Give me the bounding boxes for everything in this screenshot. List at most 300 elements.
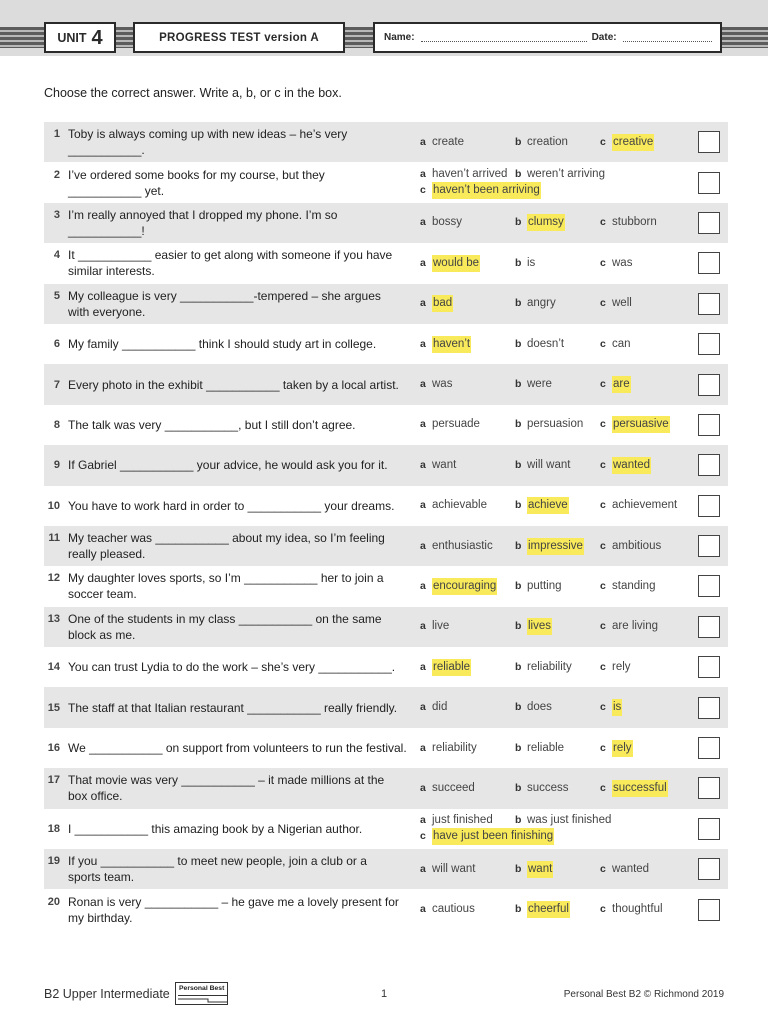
option-a [420,458,515,473]
option-text: reliability [527,660,572,673]
option-b [515,296,600,311]
question-row [44,768,728,808]
option-b [515,861,600,878]
option-b [515,579,600,594]
question-text: The talk was very ___________, but I still don’t agree. [68,417,356,432]
option-text: rely [612,660,631,673]
option-letter: a [420,256,426,269]
option-c [600,740,633,757]
question-number: 3 [53,208,60,221]
date-label: Date: [591,32,617,43]
option-a [420,167,515,182]
answer-options [420,134,695,151]
question-row [44,162,728,202]
question [44,247,418,279]
publisher-logo [175,982,228,1005]
option-a [420,255,515,272]
option-text: is [527,256,536,269]
option-a [420,700,515,715]
option-text: are [612,376,631,393]
option-letter: b [515,579,522,592]
answer-box[interactable] [698,212,720,234]
option-text: clumsy [527,214,565,231]
answer-box[interactable] [698,374,720,396]
option-letter: b [515,167,522,180]
question-text: Ronan is very ___________ – he gave me a lovely present for my birthday. [68,894,399,925]
option-letter: a [420,701,426,714]
option-a [420,862,515,877]
option-letter: a [420,741,426,754]
question [44,772,418,804]
option-text: ambitious [612,539,662,552]
option-text: wanted [612,457,651,474]
question [44,377,418,393]
option-b [515,618,600,635]
question [44,894,418,926]
question-text: My teacher was ___________ about my idea, so I’m feeling really pleased. [68,531,385,562]
option-letter: a [420,378,426,391]
answer-box[interactable] [698,495,720,517]
question [44,207,418,239]
option-text: is [612,699,622,716]
test-title-box [133,22,345,53]
option-text: was [612,256,633,269]
option-text: would be [432,255,480,272]
question-text: My colleague is very ___________-tempered – she argues with everyone. [68,288,381,319]
question-number: 16 [47,742,60,755]
option-text: reliable [432,659,471,676]
answer-options [420,780,695,797]
option-text: stubborn [612,216,657,229]
option-a [420,781,515,796]
option-letter: c [600,337,606,350]
option-a [420,813,515,828]
option-text: bad [432,295,453,312]
option-letter: b [515,216,522,229]
question-text: If Gabriel ___________ your advice, he would ask you for it. [68,458,388,473]
answer-options [420,457,695,474]
option-c [600,296,632,311]
answer-options [420,740,695,757]
option-c [600,215,657,230]
question-text: I’ve ordered some books for my course, but they ___________ yet. [68,167,325,198]
copyright: Personal Best B2 © Richmond 2019 [563,989,724,1000]
option-text: live [432,620,450,633]
option-c [600,619,658,634]
question-number: 4 [53,249,60,262]
option-c [420,828,554,845]
question-text: It ___________ easier to get along with someone if you have similar interests. [68,248,393,279]
question-row [44,122,728,162]
page-number: 1 [380,988,388,1000]
option-a [420,377,515,392]
question-row [44,889,728,929]
option-b [515,741,600,756]
option-letter: c [600,903,606,916]
answer-box[interactable] [698,737,720,759]
option-c [420,182,541,199]
option-letter: b [515,903,522,916]
option-text: creation [527,135,568,148]
question-text: My daughter loves sports, so I’m ___________ her to join a soccer team. [68,571,384,602]
question-text: That movie was very ___________ – it made millions at the box office. [68,773,385,804]
answer-box[interactable] [698,818,720,840]
answer-box[interactable] [698,252,720,274]
unit-number: 4 [91,26,103,49]
answer-options [420,295,695,312]
option-b [515,901,600,918]
option-b [515,256,600,271]
option-b [515,497,600,514]
option-c [600,862,649,877]
option-text: lives [527,618,552,635]
option-letter: a [420,418,426,431]
question [44,740,418,756]
option-c [600,134,654,151]
question-number: 19 [47,855,60,868]
option-text: achievement [612,499,678,512]
question [44,611,418,643]
option-b [515,813,611,828]
question-row [44,849,728,889]
answer-box[interactable] [698,899,720,921]
option-text: will want [432,862,476,875]
option-text: successful [612,780,668,797]
option-letter: c [600,701,606,714]
option-letter: c [420,829,426,842]
question-number: 6 [53,338,60,351]
option-text: did [432,701,448,714]
question [44,457,418,473]
option-b [515,214,600,231]
answer-box[interactable] [698,535,720,557]
question [44,821,418,837]
option-letter: a [420,862,426,875]
option-letter: c [600,458,606,471]
instructions: Choose the correct answer. Write a, b, or c in the box. [44,86,342,100]
option-text: were [527,378,552,391]
option-text: doesn’t [527,337,565,350]
option-text: want [527,861,553,878]
option-text: cheerful [527,901,570,918]
answer-options [420,376,695,393]
question-row [44,203,728,243]
answer-box[interactable] [698,454,720,476]
option-text: reliability [432,741,477,754]
answer-options [420,618,695,635]
option-text: cautious [432,903,475,916]
question-row [44,728,728,768]
option-a [420,902,515,917]
question [44,853,418,885]
option-letter: b [515,741,522,754]
question [44,288,418,320]
question-row [44,486,728,526]
answer-box[interactable] [698,131,720,153]
question-row [44,607,728,647]
option-a [420,295,515,312]
option-letter: a [420,579,426,592]
answer-box[interactable] [698,858,720,880]
answer-box[interactable] [698,172,720,194]
option-letter: c [600,620,606,633]
option-a [420,215,515,230]
option-c [600,660,631,675]
option-b [515,700,600,715]
option-letter: b [515,701,522,714]
option-letter: b [515,297,522,310]
option-letter: a [420,297,426,310]
question-number: 18 [47,822,60,835]
option-text: succeed [432,781,475,794]
question-number: 12 [47,572,60,585]
answer-options [420,214,695,231]
option-c [600,457,651,474]
question-text: We ___________ on support from volunteers to run the festival. [68,741,407,756]
option-text: was [432,378,453,391]
option-a [420,659,515,676]
question-number: 8 [53,418,60,431]
answer-options [420,861,695,878]
question-row [44,526,728,566]
question-number: 1 [53,128,60,141]
question-row [44,566,728,606]
option-letter: a [420,539,426,552]
option-letter: a [420,813,426,826]
option-letter: c [600,418,606,431]
option-text: was just finished [527,813,612,826]
option-c [600,416,670,433]
option-letter: c [600,781,606,794]
option-c [600,902,663,917]
question [44,700,418,716]
option-letter: a [420,167,426,180]
option-b [515,660,600,675]
option-letter: a [420,620,426,633]
option-c [600,699,622,716]
question-text: I’m really annoyed that I dropped my phone. I’m so ___________! [68,207,338,238]
question [44,659,418,675]
question-row [44,445,728,485]
option-b [515,167,605,182]
logo-text: Personal Best [179,985,225,992]
option-text: rely [612,740,633,757]
option-letter: c [600,256,606,269]
option-c [600,539,661,554]
option-b [515,417,600,432]
answer-options [420,167,695,199]
option-letter: c [600,741,606,754]
option-letter: b [515,813,522,826]
answer-options [420,336,695,353]
question-row [44,647,728,687]
option-text: angry [527,297,556,310]
question-text: Every photo in the exhibit ___________ taken by a local artist. [68,377,399,392]
option-letter: c [600,539,606,552]
option-letter: b [515,418,522,431]
question-text: One of the students in my class ___________ on the same block as me. [68,611,382,642]
question-row [44,364,728,404]
option-letter: b [515,620,522,633]
option-letter: a [420,458,426,471]
option-letter: b [515,458,522,471]
option-text: putting [527,579,562,592]
option-c [600,780,668,797]
option-letter: c [600,378,606,391]
answer-options [420,699,695,716]
question-number: 13 [47,612,60,625]
option-letter: b [515,256,522,269]
question-text: You can trust Lydia to do the work – she’s very ___________. [68,660,396,675]
option-text: creative [612,134,654,151]
option-letter: c [600,499,606,512]
option-text: impressive [527,538,584,555]
answer-box[interactable] [698,575,720,597]
option-letter: a [420,660,426,673]
question-number: 7 [53,378,60,391]
question [44,336,418,352]
option-a [420,498,515,513]
option-letter: c [420,183,426,196]
question-text: If you ___________ to meet new people, join a club or a sports team. [68,854,367,885]
question-number: 10 [47,499,60,512]
option-c [600,337,631,352]
option-letter: a [420,781,426,794]
question [44,417,418,433]
footer-level: B2 Upper Intermediate [44,987,170,1001]
question [44,498,418,514]
answer-box[interactable] [698,777,720,799]
answer-options [420,497,695,514]
option-letter: b [515,378,522,391]
option-letter: c [600,135,606,148]
question-number: 11 [48,532,60,545]
question-list [44,122,728,930]
test-title: PROGRESS TEST version A [159,31,319,44]
option-text: thoughtful [612,903,663,916]
option-a [420,336,515,353]
option-c [600,498,677,513]
option-a [420,135,515,150]
option-text: just finished [432,813,493,826]
option-letter: b [515,781,522,794]
option-text: have just been finishing [432,828,554,845]
question-number: 5 [53,289,60,302]
option-letter: a [420,903,426,916]
option-text: can [612,337,631,350]
answer-options [420,659,695,676]
option-letter: c [600,660,606,673]
question-text: My family ___________ think I should study art in college. [68,337,377,352]
question-row [44,809,728,849]
option-text: encouraging [432,578,497,595]
option-c [600,256,632,271]
option-text: persuasive [612,416,670,433]
option-text: does [527,701,552,714]
option-text: persuasion [527,418,584,431]
option-text: bossy [432,216,463,229]
answer-options [420,901,695,918]
option-a [420,741,515,756]
answer-options [420,255,695,272]
unit-label: UNIT [57,30,87,45]
question-number: 15 [47,701,60,714]
name-field[interactable] [421,41,587,42]
option-letter: b [515,862,522,875]
question-number: 14 [47,661,60,674]
option-text: achieve [527,497,569,514]
answer-options [420,813,695,845]
question-row [44,284,728,324]
question-text: You have to work hard in order to ___________ your dreams. [68,498,395,513]
answer-box[interactable] [698,414,720,436]
question [44,570,418,602]
option-a [420,417,515,432]
option-text: persuade [432,418,480,431]
option-letter: a [420,216,426,229]
question-number: 2 [53,168,60,181]
option-letter: c [600,862,606,875]
option-b [515,781,600,796]
option-b [515,135,600,150]
option-text: haven’t [432,336,471,353]
option-letter: b [515,135,522,148]
option-b [515,538,600,555]
option-text: will want [527,458,571,471]
option-text: weren’t arriving [527,167,605,180]
answer-options [420,538,695,555]
question-number: 9 [53,459,60,472]
option-text: success [527,781,569,794]
question-text: Toby is always coming up with new ideas – he’s very ___________. [68,127,348,158]
answer-box[interactable] [698,697,720,719]
question-row [44,243,728,283]
option-b [515,337,600,352]
answer-box[interactable] [698,293,720,315]
option-text: reliable [527,741,565,754]
option-letter: b [515,499,522,512]
option-text: are living [612,620,659,633]
question-row [44,687,728,727]
question [44,530,418,562]
answer-options [420,578,695,595]
answer-box[interactable] [698,656,720,678]
option-letter: b [515,539,522,552]
option-letter: a [420,135,426,148]
student-info-box [373,22,722,53]
option-c [600,579,655,594]
option-text: wanted [612,862,650,875]
option-text: haven’t been arriving [432,182,541,199]
option-a [420,578,515,595]
option-text: create [432,135,464,148]
question [44,126,418,158]
option-text: well [612,297,632,310]
question-number: 17 [47,774,60,787]
date-field[interactable] [623,41,712,42]
option-text: enthusiastic [432,539,493,552]
option-a [420,539,515,554]
answer-options [420,416,695,433]
question-text: The staff at that Italian restaurant ___________ really friendly. [68,700,398,715]
option-letter: c [600,216,606,229]
unit-badge [44,22,116,53]
name-label: Name: [384,32,415,43]
answer-box[interactable] [698,616,720,638]
option-letter: c [600,579,606,592]
answer-box[interactable] [698,333,720,355]
question-row [44,405,728,445]
